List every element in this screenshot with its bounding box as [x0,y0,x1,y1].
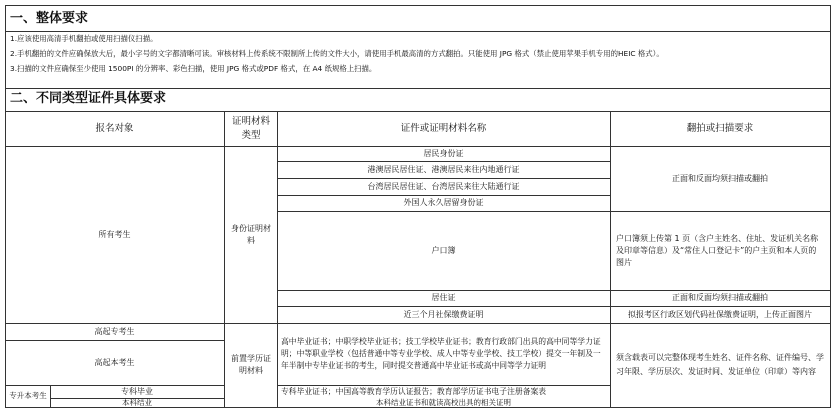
section-title-overall: 一、整体要求 [10,11,89,26]
type-identity: 身份证明材料 [231,223,271,245]
note-2: 2.手机翻拍的文件应确保放大后，最小字号的文字都清晰可读。审核材料上传系统不限制所上传的文件大小，请使用手机最高清的方式翻拍。只能使用 JPG 格式（禁止使用苹果手机专用的HEIC 格式）。 [10,49,664,58]
doc-id-card: 居民身份证 [423,148,464,158]
header-material-type: 证明材料类型 [231,115,270,141]
doc-bachelor-incomplete: 本科结业证书和就读高校出具的相关证明 [376,398,511,407]
group-gaozhuan: 高起专考生 [94,326,135,336]
group-zhuanshengben: 专升本考生 [9,391,47,400]
group-gaoqiben: 高起本考生 [94,357,135,367]
header-requirement: 翻拍或扫描要求 [686,122,754,134]
doc-residence-permit: 居住证 [431,293,456,302]
type-prior-education: 前置学历证明材料 [231,354,271,375]
req-social-security: 拟报考区行政区划代码社保缴费证明，上传正面图片 [628,309,812,319]
req-education: 须含载表可以完整体现考生姓名、证件名称、证件编号、学习年限、学历层次、发证时间、发证单位（印章）等内容 [616,353,824,376]
req-front-back: 正面和反面均须扫描或翻拍 [672,173,768,183]
req-hukou: 户口簿须上传第 1 页（含户主姓名、住址、发证机关名称及印章等信息）及“常住人口登记卡”的户主页和本人页的图片 [616,233,819,267]
subgroup-bachelor-incomplete: 本科结业 [122,398,152,407]
note-3: 3.扫描的文件应确保至少使用 1500PI 的分辨率、彩色扫描，使用 JPG 格式或PDF 格式，在 A4 纸规格上扫描。 [10,64,377,73]
section-title-document-types: 二、不同类型证件具体要求 [10,91,167,106]
doc-foreign-residence: 外国人永久居留身份证 [403,198,484,207]
header-applicant: 报名对象 [95,122,134,134]
doc-hk-macau: 港澳居民居住证、港澳居民来往内地通行证 [367,164,520,174]
doc-college: 专科毕业证书；中国高等教育学历认证报告；教育部学历证书电子注册备案表 [281,386,547,396]
doc-taiwan: 台湾居民居住证、台湾居民来往大陆通行证 [367,181,520,191]
header-document-name: 证件或证明材料名称 [400,122,487,134]
doc-hukou: 户口簿 [431,245,456,255]
doc-high-school: 高中毕业证书；中职学校毕业证书；技工学校毕业证书；教育行政部门出具的高中同等学力证明；中等职业学校（包括普通中等专业学校、成人中等专业学校、技工学校）提交一年制及一年半制中专毕业证书的考生，同时提交普通高中毕业证书或高中同等学力证明 [281,337,601,370]
subgroup-college-graduate: 专科毕业 [121,386,153,396]
group-all-candidates: 所有考生 [98,229,131,239]
note-1: 1.应该使用高清手机翻拍或使用扫描仪扫描。 [10,34,158,43]
doc-social-security: 近三个月社保缴费证明 [403,309,484,319]
req-residence: 正面和反面均须扫描或翻拍 [672,293,768,302]
